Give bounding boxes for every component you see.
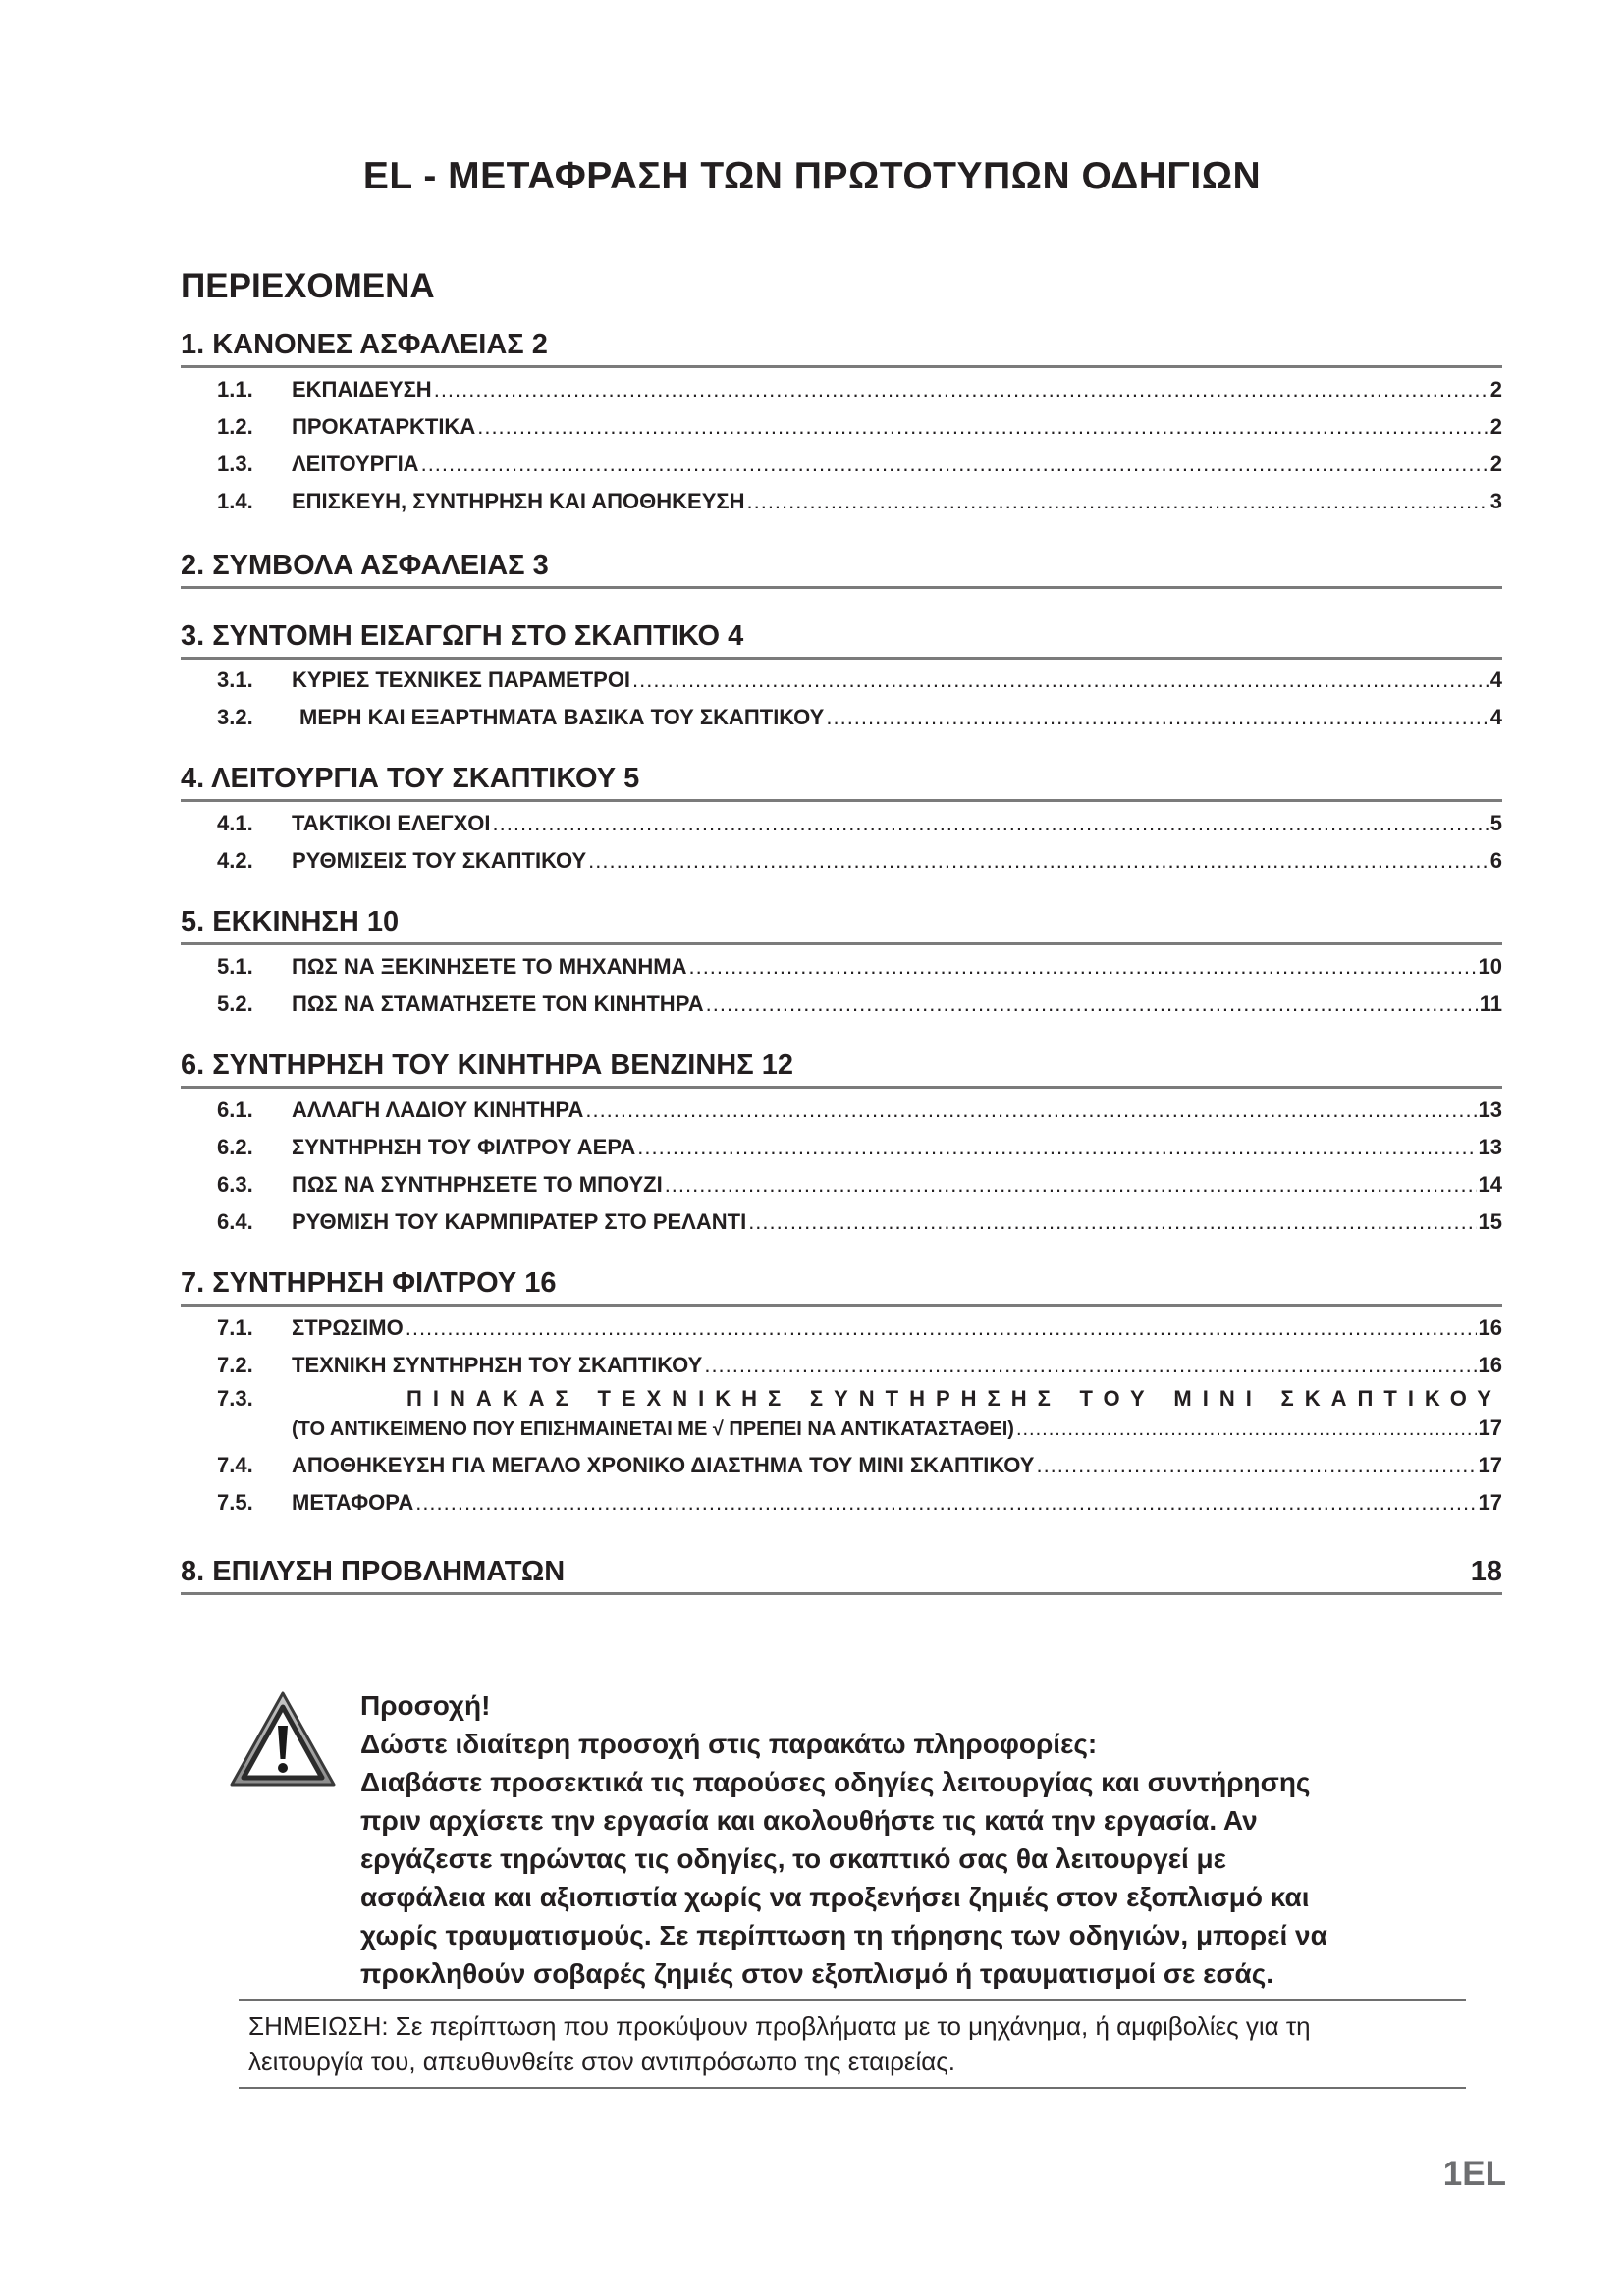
toc-dot-leader xyxy=(704,1353,1476,1378)
toc-label-word: ΠΙΝΑΚΑΣ xyxy=(406,1386,579,1411)
toc-item-page: 17 xyxy=(1478,1453,1502,1477)
toc-item-6-4[interactable] xyxy=(217,1203,1502,1235)
toc-dot-leader xyxy=(748,1209,1476,1235)
toc-item-number: 7.4. xyxy=(217,1453,253,1477)
toc-item-label: ΚΥΡΙΕΣ ΤΕΧΝΙΚΕΣ ΠΑΡΑΜΕΤΡΟΙ xyxy=(292,667,631,692)
toc-dot-leader xyxy=(585,1097,1476,1123)
toc-item-number: 7.2. xyxy=(217,1353,253,1377)
toc-item-label: ΜΕΤΑΦΟΡΑ xyxy=(292,1490,414,1515)
toc-section-title: 8. ΕΠΙΛΥΣΗ ΠΡΟΒΛΗΜΑΤΩΝ xyxy=(181,1556,566,1587)
warning-line: πριν αρχίσετε την εργασία και ακολουθήστε τις κατά την εργασία. Αν xyxy=(360,1805,1258,1836)
toc-dot-leader xyxy=(434,377,1489,402)
toc-dot-leader xyxy=(688,954,1476,980)
toc-item-3-1[interactable] xyxy=(217,662,1502,693)
toc-item-number: 5.1. xyxy=(217,954,253,979)
toc-item-number: 7.3. xyxy=(217,1386,253,1411)
toc-section-title: 7. ΣΥΝΤΗΡΗΣΗ ΦΙΛΤΡΟΥ 16 xyxy=(181,1267,557,1299)
toc-section-3[interactable] xyxy=(181,608,1502,660)
toc-item-number: 1.2. xyxy=(217,414,253,439)
toc-item-number: 3.2. xyxy=(217,705,253,729)
toc-section-title: 6. ΣΥΝΤΗΡΗΣΗ ΤΟΥ ΚΙΝΗΤΗΡΑ ΒΕΝΖΙΝΗΣ 12 xyxy=(181,1049,793,1081)
toc-item-5-1[interactable] xyxy=(217,948,1502,980)
toc-item-page: 10 xyxy=(1478,954,1502,979)
warning-line: ασφάλεια και αξιοπιστία χωρίς να προξενήσει ζημιές στον εξοπλισμό και xyxy=(360,1882,1310,1912)
toc-dot-leader xyxy=(826,705,1488,730)
toc-item-label: ΡΥΘΜΙΣΗ ΤΟΥ ΚΑΡΜΠΙΡΑΤΕΡ ΣΤΟ ΡΕΛΑΝΤΙ xyxy=(292,1209,747,1234)
warning-triangle-icon xyxy=(229,1690,337,1789)
toc-dot-leader xyxy=(493,811,1489,836)
toc-section-title: 2. ΣΥΜΒΟΛΑ ΑΣΦΑΛΕΙΑΣ 3 xyxy=(181,550,549,581)
toc-label-word: ΤΟΥ xyxy=(1079,1386,1156,1411)
note-box xyxy=(239,1999,1466,2089)
warning-text xyxy=(360,1686,1489,1993)
toc-item-number: 7.1. xyxy=(217,1315,253,1340)
toc-item-label: ΑΠΟΘΗΚΕΥΣΗ ΓΙΑ ΜΕΓΑΛΟ ΧΡΟΝΙΚΟ ΔΙΑΣΤΗΜΑ ΤΟΥ ΜΙΝΙ ΣΚΑΠΤΙΚΟΥ xyxy=(292,1453,1035,1477)
toc-section-7[interactable] xyxy=(181,1255,1502,1307)
toc-section-4[interactable] xyxy=(181,750,1502,802)
toc-item-page: 2 xyxy=(1489,414,1502,439)
toc-item-page: 3 xyxy=(1489,489,1502,513)
toc-item-label-spaced xyxy=(292,1386,1502,1412)
document-title: EL - ΜΕΤΑΦΡΑΣΗ ΤΩΝ ΠΡΩΤΟΤΥΠΩΝ ΟΔΗΓΙΩΝ xyxy=(362,155,1262,197)
toc-item-page: 4 xyxy=(1489,705,1502,729)
toc-item-number: 1.3. xyxy=(217,452,253,476)
toc-dot-leader xyxy=(706,991,1478,1017)
warning-line: Διαβάστε προσεκτικά τις παρούσες οδηγίες λειτουργίας και συντήρησης xyxy=(360,1767,1311,1797)
toc-item-label: ΕΚΠΑΙΔΕΥΣΗ xyxy=(292,377,432,401)
page-number: 1EL xyxy=(1442,2155,1506,2193)
toc-item-number: 1.4. xyxy=(217,489,253,513)
toc-item-number: 6.4. xyxy=(217,1209,253,1234)
toc-item-number: 5.2. xyxy=(217,991,253,1016)
toc-item-7-4[interactable] xyxy=(217,1447,1502,1478)
note-line: λειτουργία του, απευθυνθείτε στον αντιπρόσωπο της εταιρείας. xyxy=(248,2047,956,2076)
toc-item-page: 2 xyxy=(1489,377,1502,401)
toc-item-page: 5 xyxy=(1489,811,1502,835)
toc-item-number: 7.5. xyxy=(217,1490,253,1515)
toc-item-7-2[interactable] xyxy=(217,1347,1502,1378)
note-text xyxy=(248,2008,1456,2079)
toc-section-6[interactable] xyxy=(181,1037,1502,1089)
toc-item-label: ΠΩΣ ΝΑ ΣΥΝΤΗΡΗΣΕΤΕ ΤΟ ΜΠΟΥΖΙ xyxy=(292,1172,663,1197)
toc-item-7-1[interactable] xyxy=(217,1309,1502,1341)
toc-dot-leader xyxy=(665,1172,1477,1198)
toc-item-label: ΠΩΣ ΝΑ ΣΤΑΜΑΤΗΣΕΤΕ ΤΟΝ ΚΙΝΗΤΗΡΑ xyxy=(292,991,704,1016)
toc-heading: ΠΕΡΙΕΧΟΜΕΝΑ xyxy=(181,267,435,305)
toc-item-page: 6 xyxy=(1489,848,1502,873)
toc-item-label: ΣΤΡΩΣΙΜΟ xyxy=(292,1315,404,1340)
toc-item-1-2[interactable] xyxy=(217,408,1502,440)
toc-section-5[interactable] xyxy=(181,893,1502,945)
toc-dot-leader xyxy=(477,414,1489,440)
toc-dot-leader xyxy=(632,667,1489,693)
toc-item-page: 2 xyxy=(1489,452,1502,476)
toc-item-label: ΜΕΡΗ ΚΑΙ ΕΞΑΡΤΗΜΑΤΑ ΒΑΣΙΚΑ ΤΟΥ ΣΚΑΠΤΙΚΟΥ xyxy=(299,705,825,729)
toc-dot-leader xyxy=(415,1490,1476,1516)
toc-item-label: ΛΕΙΤΟΥΡΓΙΑ xyxy=(292,452,419,476)
toc-section-title: 5. ΕΚΚΙΝΗΣΗ 10 xyxy=(181,906,400,937)
toc-item-page: 15 xyxy=(1478,1209,1502,1234)
toc-item-3-2[interactable] xyxy=(217,699,1502,730)
toc-item-7-3-continuation[interactable] xyxy=(292,1410,1502,1441)
toc-section-8[interactable] xyxy=(181,1543,1502,1595)
toc-item-label: ΤΕΧΝΙΚΗ ΣΥΝΤΗΡΗΣΗ ΤΟΥ ΣΚΑΠΤΙΚΟΥ xyxy=(292,1353,703,1377)
toc-dot-leader xyxy=(588,848,1489,874)
toc-item-page: 17 xyxy=(1478,1490,1502,1515)
toc-item-number: 6.1. xyxy=(217,1097,253,1122)
toc-item-number: 4.1. xyxy=(217,811,253,835)
toc-section-title: 3. ΣΥΝΤΟΜΗ ΕΙΣΑΓΩΓΗ ΣΤΟ ΣΚΑΠΤΙΚΟ 4 xyxy=(181,620,744,652)
toc-section-2[interactable] xyxy=(181,537,1502,589)
toc-item-1-4[interactable] xyxy=(217,483,1502,514)
toc-dot-leader xyxy=(1016,1418,1477,1441)
note-line: ΣΗΜΕΙΩΣΗ: Σε περίπτωση που προκύψουν προβλήματα με το μηχάνημα, ή αμφιβολίες για τη xyxy=(248,2011,1311,2041)
toc-item-5-2[interactable] xyxy=(217,986,1502,1017)
toc-item-label: ΕΠΙΣΚΕΥΗ, ΣΥΝΤΗΡΗΣΗ ΚΑΙ ΑΠΟΘΗΚΕΥΣΗ xyxy=(292,489,745,513)
toc-section-title: 4. ΛΕΙΤΟΥΡΓΙΑ ΤΟΥ ΣΚΑΠΤΙΚΟΥ 5 xyxy=(181,763,640,794)
warning-line: εργάζεστε τηρώντας τις οδηγίες, το σκαπτικό σας θα λειτουργεί με xyxy=(360,1843,1226,1874)
toc-item-7-3[interactable] xyxy=(217,1380,1502,1412)
toc-item-6-3[interactable] xyxy=(217,1166,1502,1198)
toc-item-number: 6.2. xyxy=(217,1135,253,1159)
toc-item-number: 6.3. xyxy=(217,1172,253,1197)
warning-line: Προσοχή! xyxy=(360,1690,491,1721)
toc-item-6-2[interactable] xyxy=(217,1129,1502,1160)
toc-item-label: ΠΩΣ ΝΑ ΞΕΚΙΝΗΣΕΤΕ ΤΟ ΜΗΧΑΝΗΜΑ xyxy=(292,954,687,979)
toc-item-page: 17 xyxy=(1478,1415,1502,1440)
toc-item-label: ΣΥΝΤΗΡΗΣΗ ΤΟΥ ΦΙΛΤΡΟΥ ΑΕΡΑ xyxy=(292,1135,636,1159)
toc-item-page: 4 xyxy=(1489,667,1502,692)
warning-line: Δώστε ιδιαίτερη προσοχή στις παρακάτω πληροφορίες: xyxy=(360,1729,1098,1759)
toc-label-word: ΣΥΝΤΗΡΗΣΗΣ xyxy=(809,1386,1061,1411)
toc-item-4-1[interactable] xyxy=(217,805,1502,836)
toc-item-label: ΤΑΚΤΙΚΟΙ ΕΛΕΓΧΟΙ xyxy=(292,811,491,835)
toc-item-label: ΡΥΘΜΙΣΕΙΣ ΤΟΥ ΣΚΑΠΤΙΚΟΥ xyxy=(292,848,587,873)
toc-item-label: (ΤΟ ΑΝΤΙΚΕΙΜΕΝΟ ΠΟΥ ΕΠΙΣΗΜΑΙΝΕΤΑΙ ΜΕ √ ΠΡΕΠΕΙ ΝΑ ΑΝΤΙΚΑΤΑΣΤΑΘΕΙ) xyxy=(292,1418,1014,1440)
toc-item-label: ΑΛΛΑΓΗ ΛΑΔΙΟΥ ΚΙΝΗΤΗΡΑ xyxy=(292,1097,584,1122)
toc-item-number: 1.1. xyxy=(217,377,253,401)
toc-label-word: ΤΕΧΝΙΚΗΣ xyxy=(597,1386,792,1411)
toc-item-7-5[interactable] xyxy=(217,1484,1502,1516)
toc-item-label: ΠΡΟΚΑΤΑΡΚΤΙΚΑ xyxy=(292,414,476,439)
toc-item-1-3[interactable] xyxy=(217,446,1502,477)
toc-item-number: 3.1. xyxy=(217,667,253,692)
toc-dot-leader xyxy=(406,1315,1477,1341)
toc-item-1-1[interactable] xyxy=(217,371,1502,402)
toc-dot-leader xyxy=(746,489,1488,514)
toc-section-page: 18 xyxy=(1470,1556,1502,1587)
toc-dot-leader xyxy=(1036,1453,1476,1478)
toc-item-page: 14 xyxy=(1478,1172,1502,1197)
toc-section-1[interactable] xyxy=(181,316,1502,368)
toc-item-page: 11 xyxy=(1479,991,1502,1016)
toc-section-title: 1. ΚΑΝΟΝΕΣ ΑΣΦΑΛΕΙΑΣ 2 xyxy=(181,329,548,360)
toc-dot-leader xyxy=(421,452,1489,477)
toc-label-word: ΜΙΝΙ xyxy=(1173,1386,1263,1411)
toc-item-6-1[interactable] xyxy=(217,1092,1502,1123)
warning-line: προκληθούν σοβαρές ζημιές στον εξοπλισμό ή τραυματισμοί σε εσάς. xyxy=(360,1958,1274,1989)
warning-line: χωρίς τραυματισμούς. Σε περίπτωση τη τήρησης των οδηγιών, μπορεί να xyxy=(360,1920,1327,1950)
toc-item-page: 16 xyxy=(1478,1353,1502,1377)
toc-item-number: 4.2. xyxy=(217,848,253,873)
toc-label-word: ΣΚΑΠΤΙΚΟΥ xyxy=(1280,1386,1502,1411)
toc-item-page: 13 xyxy=(1478,1097,1502,1122)
toc-item-page: 13 xyxy=(1478,1135,1502,1159)
toc-dot-leader xyxy=(637,1135,1476,1160)
toc-item-page: 16 xyxy=(1478,1315,1502,1340)
toc-item-4-2[interactable] xyxy=(217,842,1502,874)
